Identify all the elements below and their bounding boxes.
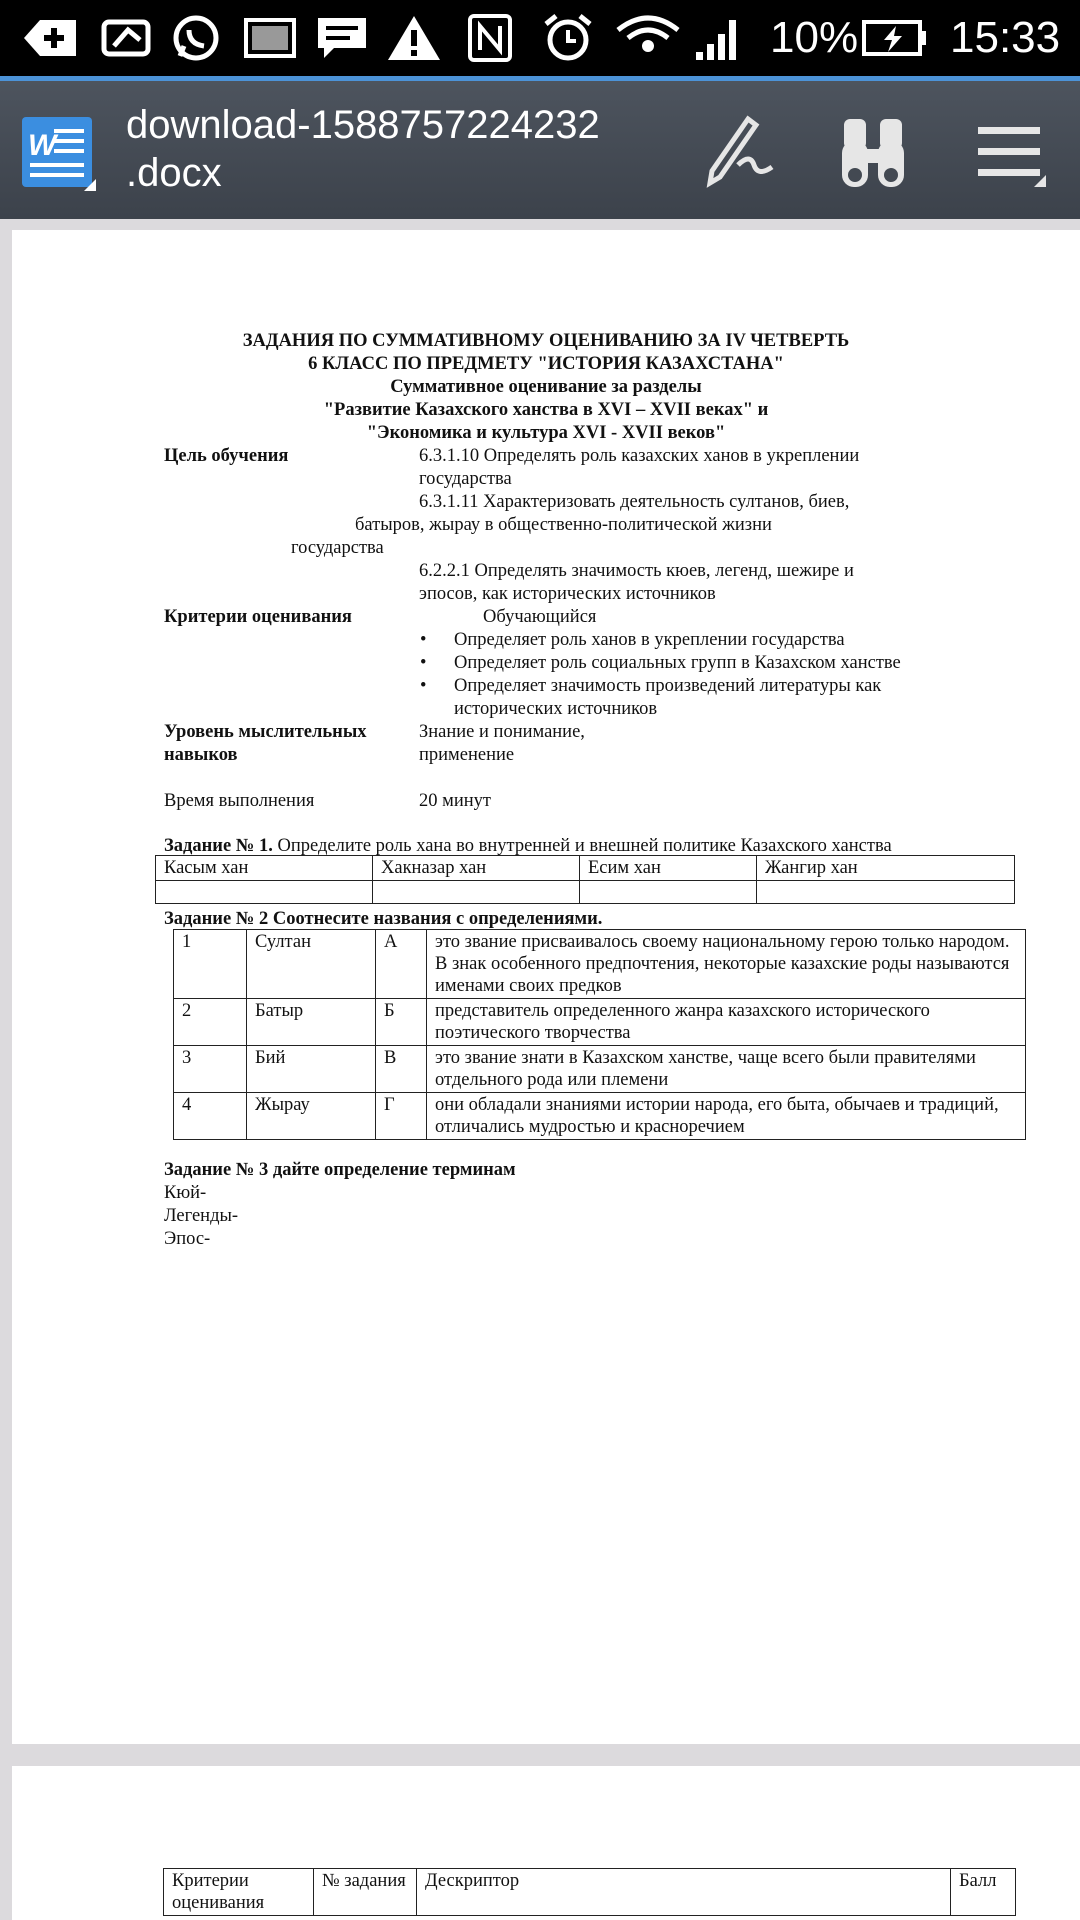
criteria-list xyxy=(412,629,982,721)
task1-label: Задание № 1. xyxy=(164,836,273,856)
table-cell: это звание присваивалось своему национальному герою только народом. В знак особенного предпочтения, некоторые казахские роды называются именами своих предков xyxy=(427,930,1026,999)
table-cell: представитель определенного жанра казахского исторического поэтического творчества xyxy=(427,999,1026,1046)
time-value: 20 минут xyxy=(419,791,491,811)
table-cell: 3 xyxy=(174,1046,247,1093)
table-header-cell: Дескриптор xyxy=(417,1869,951,1916)
chat-icon xyxy=(314,14,370,62)
header-line: "Развитие Казахского ханства в XVI – XVII веках" и xyxy=(323,400,769,420)
level-value-text: Знание и понимание, xyxy=(419,722,585,742)
table-row xyxy=(174,1093,1026,1140)
criteria-item: • Определяет роль социальных групп в Казахском ханстве xyxy=(412,652,982,675)
table-cell: 1 xyxy=(174,930,247,999)
word-app-icon[interactable] xyxy=(20,115,96,191)
pen-icon[interactable] xyxy=(698,113,778,193)
table-cell: Г xyxy=(376,1093,427,1140)
table-cell xyxy=(373,881,580,904)
table-cell: они обладали знаниями истории народа, его быта, обычаев и традиций, отличались мудростью и красноречием xyxy=(427,1093,1026,1140)
goal-2b: батыров, жырау в общественно-политической жизни xyxy=(355,515,772,535)
task2-table xyxy=(173,929,1026,1140)
document-title-line2: .docx xyxy=(126,151,222,195)
document-title xyxy=(126,101,600,197)
goal-text: государства xyxy=(419,469,512,489)
term-line: Эпос- xyxy=(164,1229,211,1249)
level-label-text: навыков xyxy=(164,745,238,765)
wifi-icon xyxy=(614,14,682,62)
level-label-text: Уровень мыслительных xyxy=(164,722,367,742)
table-header-cell: Балл xyxy=(951,1869,1016,1916)
goal-2c: государства xyxy=(291,538,384,558)
table-cell xyxy=(580,881,757,904)
goal-label: Цель обучения xyxy=(164,446,289,466)
app-bar xyxy=(0,81,1080,219)
table-cell: Жырау xyxy=(247,1093,376,1140)
goal-text: 6.3.1.10 Определять роль казахских ханов в укреплении xyxy=(419,446,860,466)
warning-icon xyxy=(386,14,442,62)
criteria-item: • Определяет роль ханов в укреплении государства xyxy=(412,629,982,652)
table-row xyxy=(174,1046,1026,1093)
criteria-intro: Обучающийся xyxy=(483,607,597,627)
table-cell: 4 xyxy=(174,1093,247,1140)
document-header xyxy=(12,330,1080,445)
level-value xyxy=(419,721,585,767)
table-cell: Б xyxy=(376,999,427,1046)
task2-label: Задание № 2 Соотнесите названия с определениями xyxy=(164,909,598,929)
table-cell: 2 xyxy=(174,999,247,1046)
goal-1 xyxy=(419,445,859,514)
task3-terms xyxy=(164,1182,238,1251)
whatsapp-icon xyxy=(168,14,224,62)
table-cell: Батыр xyxy=(247,999,376,1046)
add-icon xyxy=(20,14,80,62)
criteria-table xyxy=(163,1868,1016,1916)
header-line: Суммативное оценивание за разделы xyxy=(390,377,702,397)
task2-heading: Задание № 2 Соотнесите названия с определениями. xyxy=(164,909,603,929)
gallery-icon xyxy=(242,14,298,62)
alarm-icon xyxy=(540,14,596,62)
menu-icon[interactable] xyxy=(976,121,1046,187)
nfc-icon xyxy=(466,14,514,62)
table-cell xyxy=(757,881,1015,904)
time-label: Время выполнения xyxy=(164,791,315,811)
table-cell: Касым хан xyxy=(156,856,373,881)
table-row xyxy=(174,930,1026,999)
table-cell xyxy=(156,881,373,904)
table-header-cell: № задания xyxy=(314,1869,417,1916)
goal-text: эпосов, как исторических источников xyxy=(419,584,716,604)
table-cell: Султан xyxy=(247,930,376,999)
table-row xyxy=(164,1869,1016,1916)
task1-text: Определите роль хана во внутренней и внешней политике Казахского ханства xyxy=(272,836,892,856)
header-line: "Экономика и культура XVI - XVII веков" xyxy=(366,423,726,443)
task1-table xyxy=(155,855,1015,904)
binoculars-search-icon[interactable] xyxy=(840,115,906,191)
clock: 15:33 xyxy=(950,13,1061,62)
signal-icon xyxy=(694,14,744,62)
goal-3 xyxy=(419,560,854,606)
status-bar xyxy=(0,0,1080,76)
level-label xyxy=(164,721,367,767)
criteria-label: Критерии оценивания xyxy=(164,607,352,627)
table-cell: Бий xyxy=(247,1046,376,1093)
level-value-text: применение xyxy=(419,745,515,765)
criteria-item: • Определяет значимость произведений литературы как исторических источников xyxy=(412,675,982,721)
header-line: 6 КЛАСС ПО ПРЕДМЕТУ "ИСТОРИЯ КАЗАХСТАНА" xyxy=(308,354,784,374)
goal-text: 6.2.2.1 Определять значимость кюев, легенд, шежире и xyxy=(419,561,854,581)
table-cell: В xyxy=(376,1046,427,1093)
goal-text: 6.3.1.11 Характеризовать деятельность султанов, биев, xyxy=(419,492,850,512)
message-icon xyxy=(96,14,156,62)
table-header-cell: Критерии оценивания xyxy=(164,1869,314,1916)
document-page-2[interactable] xyxy=(12,1766,1080,1920)
table-cell: А xyxy=(376,930,427,999)
battery-charging-icon xyxy=(862,14,928,62)
table-cell: Жангир хан xyxy=(757,856,1015,881)
table-cell: Есим хан xyxy=(580,856,757,881)
table-cell: это звание знати в Казахском ханстве, чаще всего были правителями отдельного рода или племени xyxy=(427,1046,1026,1093)
table-cell: Хакназар хан xyxy=(373,856,580,881)
term-line: Кюй- xyxy=(164,1183,207,1203)
header-line: ЗАДАНИЯ ПО СУММАТИВНОМУ ОЦЕНИВАНИЮ ЗА IV ЧЕТВЕРТЬ xyxy=(242,331,850,351)
table-row xyxy=(174,999,1026,1046)
document-page-1[interactable] xyxy=(12,230,1080,1744)
document-title-line1: download-1588757224232 xyxy=(126,103,600,147)
term-line: Легенды- xyxy=(164,1206,239,1226)
task3-heading: Задание № 3 дайте определение терминам xyxy=(164,1160,516,1180)
svg-text:W: W xyxy=(28,129,57,162)
battery-percent: 10% xyxy=(770,13,859,62)
